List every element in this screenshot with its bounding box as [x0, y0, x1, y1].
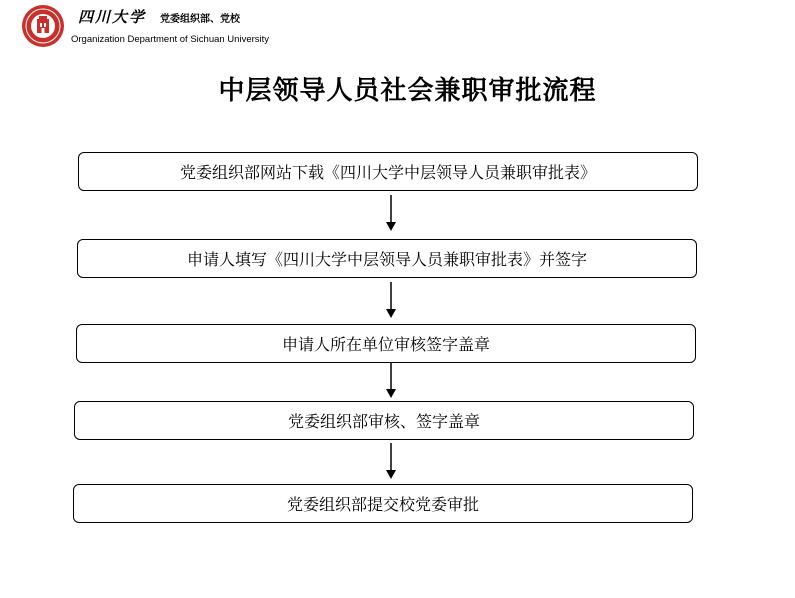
flow-step-label: 党委组织部提交校党委审批 — [286, 495, 479, 514]
flow-step-label: 申请人填写《四川大学中层领导人员兼职审批表》并签字 — [186, 250, 587, 269]
flow-step-unit-review — [76, 324, 696, 363]
flow-step-submit-approval — [73, 484, 693, 523]
flow-step-download-form — [78, 152, 698, 191]
department-name-en: Organization Department of Sichuan University — [71, 34, 270, 45]
flow-arrow-down-icon — [385, 362, 397, 402]
header — [0, 0, 795, 50]
flow-step-department-review — [74, 401, 694, 440]
university-name: 四川大学 — [78, 8, 147, 26]
flow-arrow-down-icon — [385, 282, 397, 322]
flow-arrow-down-icon — [385, 195, 397, 235]
department-name-cn: 党委组织部、党校 — [160, 14, 240, 25]
university-seal-icon — [18, 4, 68, 48]
flow-step-fill-form — [77, 239, 697, 278]
flow-step-label: 党委组织部审核、签字盖章 — [287, 412, 480, 431]
flow-arrow-down-icon — [385, 443, 397, 483]
flow-step-label: 申请人所在单位审核签字盖章 — [281, 335, 490, 354]
page-title: 中层领导人员社会兼职审批流程 — [218, 76, 597, 106]
flow-step-label: 党委组织部网站下载《四川大学中层领导人员兼职审批表》 — [179, 163, 596, 182]
